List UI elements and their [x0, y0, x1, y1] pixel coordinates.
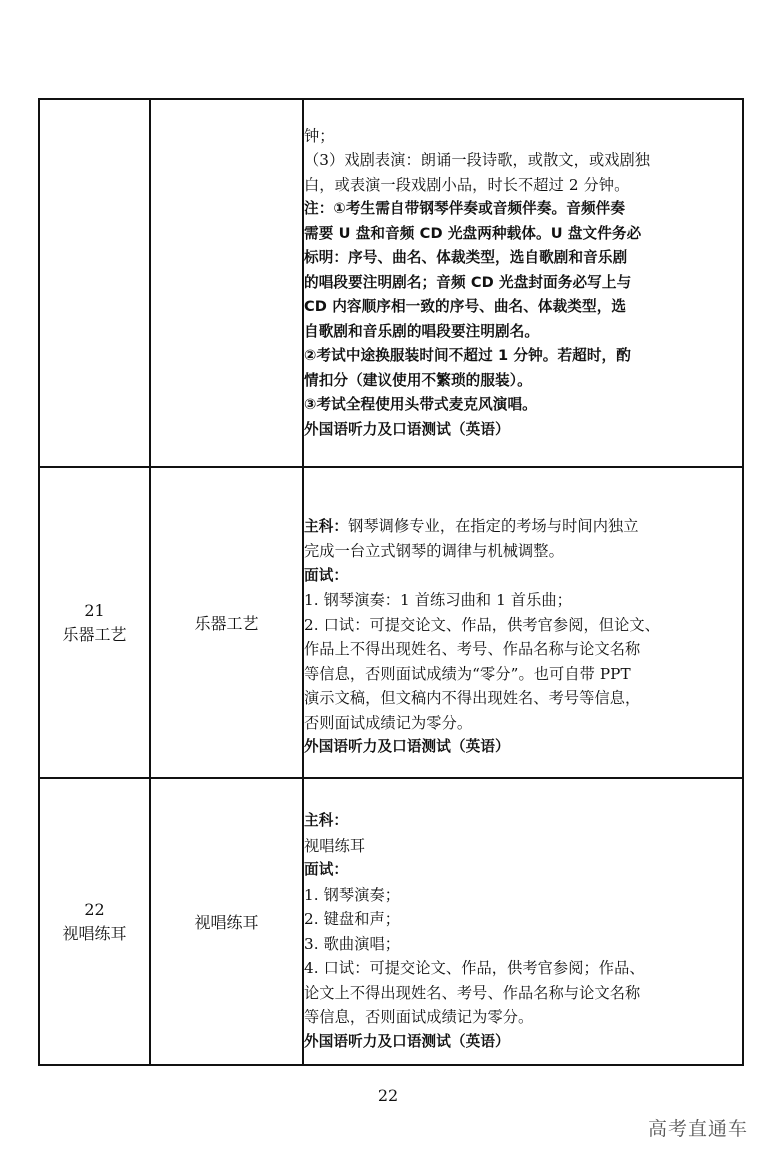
requirement-line: 1. 钢琴演奏； — [304, 885, 401, 904]
note-line: CD 内容顺序相一致的序号、曲名、体裁类型，选 — [304, 298, 627, 316]
table-row — [39, 467, 743, 778]
note-line: 标明：序号、曲名、体裁类型，选自歌剧和音乐剧 — [304, 249, 628, 267]
requirement-line: 完成一台立式钢琴的调律与机械调整。 — [304, 542, 564, 560]
major-number-cell — [39, 467, 150, 778]
requirement-line: 钟； — [304, 126, 335, 145]
note-line: 注：①考生需自带钢琴伴奏或音频伴奏。音频伴奏 — [304, 200, 626, 218]
requirement-line: 等信息，否则面试成绩为“零分”。也可自带 PPT — [304, 664, 631, 683]
page-number: 22 — [377, 1086, 399, 1105]
interview-label: 面试： — [304, 861, 349, 878]
main-subject-label: 主科： — [304, 812, 349, 829]
note-line: 需要 U 盘和音频 CD 光盘两种载体。U 盘文件务必 — [304, 224, 642, 242]
requirement-line: 白，或表演一段戏剧小品，时长不超过 2 分钟。 — [304, 175, 630, 194]
requirements-cell — [303, 467, 743, 778]
major-name-cell — [150, 467, 303, 778]
requirement-line: 论文上不得出现姓名、考号、作品名称与论文名称 — [304, 983, 641, 1002]
requirement-line: 2. 键盘和声； — [304, 910, 401, 928]
main-subject-label: 主科： — [304, 517, 349, 535]
note-line: 情扣分（建议使用不繁琐的服装）。 — [304, 371, 532, 389]
requirement-line: 1. 钢琴演奏：1 首练习曲和 1 首乐曲； — [304, 591, 572, 609]
major-number-name: 乐器工艺 — [62, 624, 127, 644]
language-test-line: 外国语听力及口语测试（英语） — [304, 420, 510, 438]
language-test-line: 外国语听力及口语测试（英语） — [304, 1032, 510, 1050]
major-number: 22 — [84, 899, 105, 919]
requirement-line: （3）戏剧表演：朗诵一段诗歌，或散文，或戏剧独 — [304, 151, 651, 170]
requirements-cell — [303, 778, 743, 1065]
interview-label: 面试： — [304, 566, 349, 584]
note-line: 的唱段要注明剧名；音频 CD 光盘封面务必写上与 — [304, 273, 632, 291]
major-name: 乐器工艺 — [194, 614, 259, 633]
requirements-cell — [303, 99, 743, 467]
requirement-line — [304, 514, 742, 540]
requirement-line: 否则面试成绩记为零分。 — [304, 713, 473, 732]
requirement-line: 2. 口试：可提交论文、作品，供考官参阅，但论文、 — [304, 615, 660, 634]
major-number-name: 视唱练耳 — [62, 923, 127, 943]
note-line: ③考试全程使用头带式麦克风演唱。 — [304, 396, 537, 414]
requirement-line: 3. 歌曲演唱； — [304, 934, 401, 953]
requirement-line: 作品上不得出现姓名、考号、作品名称与论文名称 — [304, 640, 641, 658]
watermark: 高考直通车 — [647, 1118, 748, 1140]
major-name: 视唱练耳 — [194, 913, 259, 932]
note-line: ②考试中途换服装时间不超过 1 分钟。若超时，酌 — [304, 347, 631, 365]
exam-requirements-table — [38, 98, 744, 1066]
major-number-cell — [39, 778, 150, 1065]
major-number: 21 — [84, 600, 105, 620]
requirement-line: 演示文稿，但文稿内不得出现姓名、考号等信息， — [304, 689, 641, 707]
requirement-line: 视唱练耳 — [304, 836, 366, 855]
language-test-line: 外国语听力及口语测试（英语） — [304, 738, 510, 755]
note-line: 自歌剧和音乐剧的唱段要注明剧名。 — [304, 322, 540, 340]
table-row — [39, 778, 743, 1065]
requirement-line: 4. 口试：可提交论文、作品，供考官参阅；作品、 — [304, 959, 645, 977]
major-name-cell — [150, 778, 303, 1065]
table-row — [39, 99, 743, 467]
requirement-line: 等信息，否则面试成绩记为零分。 — [304, 1008, 534, 1026]
major-number-cell — [39, 99, 150, 467]
main-subject-text: 钢琴调修专业，在指定的考场与时间内独立 — [348, 516, 639, 535]
major-name-cell — [150, 99, 303, 467]
